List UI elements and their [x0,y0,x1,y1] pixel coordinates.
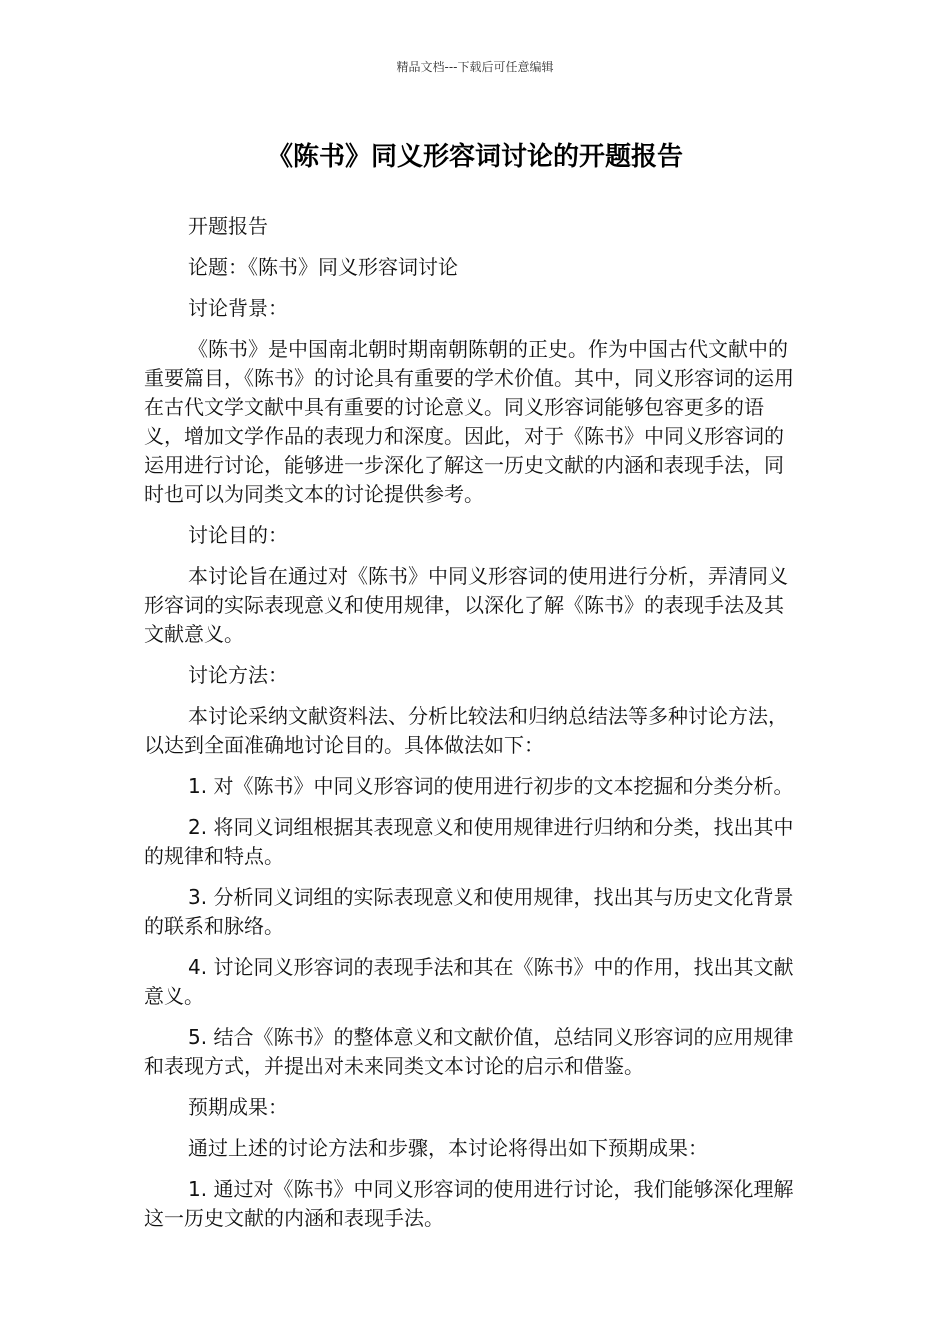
paragraph-method: 本讨论采纳文献资料法、分析比较法和归纳总结法等多种讨论方法，以达到全面准确地讨论目的。具体做法如下： [144,704,788,757]
heading-background: 讨论背景： [188,296,288,320]
result-item-1: 1. 通过对《陈书》中同义形容词的使用进行讨论，我们能够深化理解这一历史文献的内涵和表现手法。 [144,1177,794,1230]
paragraph-topic: 论题：《陈书》同义形容词讨论 [188,255,458,279]
document-title: 《陈书》同义形容词讨论的开题报告 [266,142,683,172]
heading-expected-results: 预期成果： [188,1095,288,1119]
method-item-4: 4. 讨论同义形容词的表现手法和其在《陈书》中的作用，找出其文献意义。 [144,955,794,1008]
paragraph-report-label: 开题报告 [188,214,268,238]
paragraph-purpose: 本讨论旨在通过对《陈书》中同义形容词的使用进行分析，弄清同义形容词的实际表现意义和使用规律，以深化了解《陈书》的表现手法及其文献意义。 [144,564,788,646]
paragraph-background: 《陈书》是中国南北朝时期南朝陈朝的正史。作为中国古代文献中的重要篇目，《陈书》的讨论具有重要的学术价值。其中，同义形容词的运用在古代文学文献中具有重要的讨论意义。同义形容词能够包容更多的语义，增加文学作品的表现力和深度。因此，对于《陈书》中同义形容词的运用进行讨论，能够进一步深化了解这一历史文献的内涵和表现手法，同时也可以为同类文本的讨论提供参考。 [144,337,794,506]
method-item-5: 5. 结合《陈书》的整体意义和文献价值，总结同义形容词的应用规律和表现方式，并提出对未来同类文本讨论的启示和借鉴。 [144,1025,794,1078]
header-note: 精品文档---下载后可任意编辑 [396,60,554,74]
method-item-2: 2. 将同义词组根据其表现意义和使用规律进行归纳和分类，找出其中的规律和特点。 [144,815,794,868]
heading-method: 讨论方法： [188,663,288,687]
method-item-3: 3. 分析同义词组的实际表现意义和使用规律，找出其与历史文化背景的联系和脉络。 [144,885,794,938]
heading-purpose: 讨论目的： [188,523,288,547]
document-body [144,212,798,1245]
paragraph-expected-results: 通过上述的讨论方法和步骤，本讨论将得出如下预期成果： [188,1136,708,1160]
method-item-1: 1. 对《陈书》中同义形容词的使用进行初步的文本挖掘和分类分析。 [188,774,794,798]
